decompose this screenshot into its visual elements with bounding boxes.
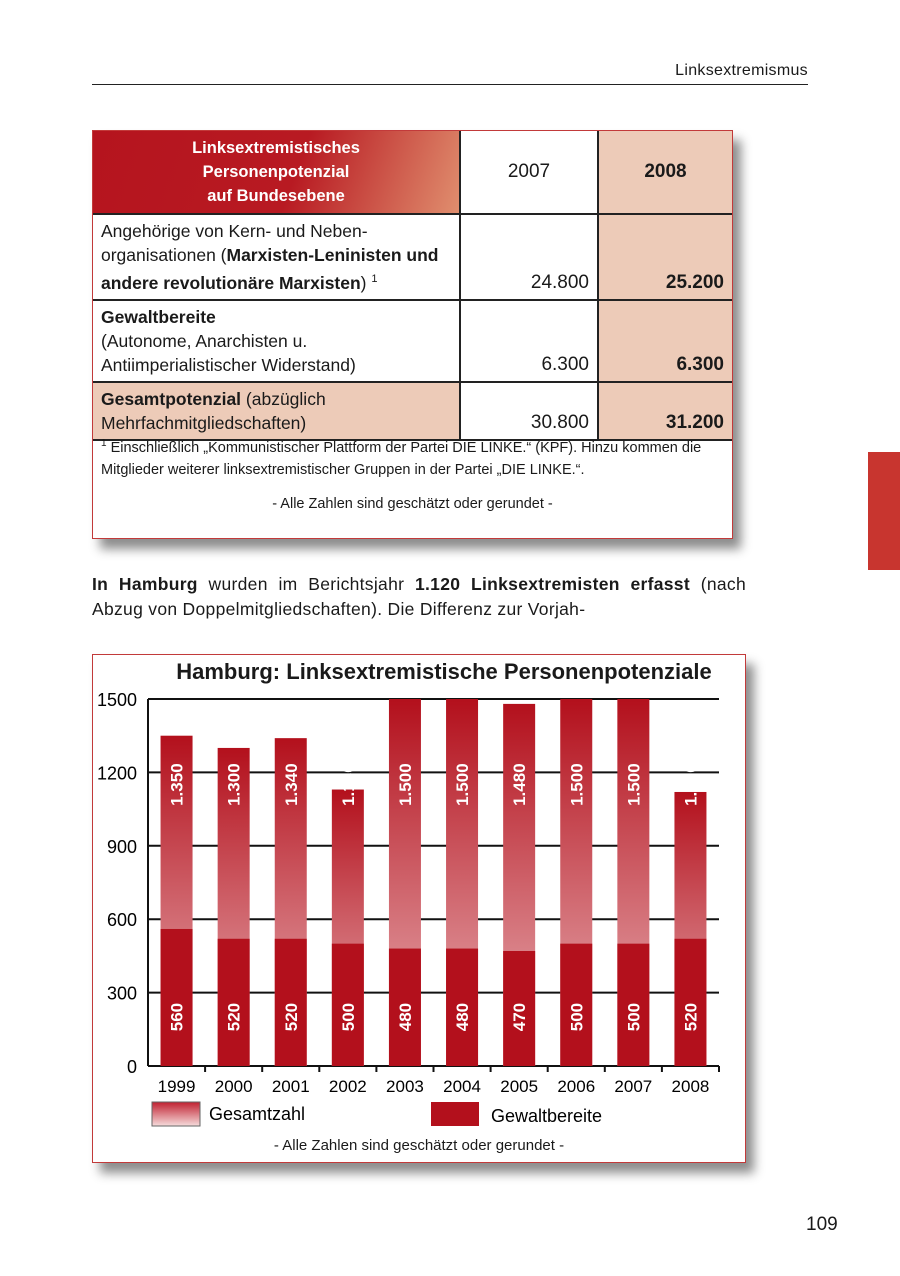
- x-tick-label: 2004: [443, 1077, 481, 1096]
- legend-swatch-gewaltbereite: [431, 1102, 479, 1126]
- data-label-gewaltbereite: 470: [510, 1002, 530, 1032]
- x-tick-label: 2005: [500, 1077, 539, 1096]
- bar-gewaltbereite: [218, 939, 250, 1066]
- data-label-gewaltbereite: 520: [281, 1002, 301, 1032]
- y-tick-label: 600: [106, 910, 137, 931]
- table-row: [93, 382, 732, 440]
- data-label-gesamtzahl: 1.500: [453, 763, 473, 806]
- x-tick-label: 2007: [614, 1077, 653, 1096]
- legend-swatch-gesamtzahl: [152, 1102, 200, 1126]
- value-2008: 25.200: [598, 214, 732, 300]
- value-2008: 31.200: [598, 382, 732, 440]
- col-header-2007: 2007: [460, 131, 598, 214]
- data-label-gesamtzahl: 1.500: [395, 763, 415, 806]
- table-title-cell: [93, 131, 460, 214]
- data-label-gewaltbereite: 520: [681, 1002, 701, 1032]
- data-label-gesamtzahl: 1.120: [681, 763, 701, 806]
- chart-plot: [93, 655, 747, 1135]
- data-label-gesamtzahl: 1.350: [167, 763, 187, 806]
- y-tick-label: 1500: [96, 690, 137, 710]
- y-tick-label: 900: [106, 836, 137, 857]
- data-label-gewaltbereite: 520: [224, 1002, 244, 1032]
- y-tick-label: 1200: [96, 763, 137, 784]
- title-line: auf Bundesebene: [207, 187, 345, 205]
- legend-label-gewaltbereite: Gewaltbereite: [491, 1106, 603, 1126]
- row-label: Angehörige von Kern- und Neben-organisationen (Marxisten-Leninisten und andere revolutionäre Marxisten) $^1$: [93, 214, 460, 300]
- y-tick-label: 300: [106, 983, 137, 1004]
- value-2007: 24.800: [460, 214, 598, 300]
- data-label-gesamtzahl: 1.300: [224, 763, 244, 806]
- data-label-gesamtzahl: 1.340: [281, 763, 301, 806]
- table-header-row: [93, 131, 732, 214]
- col-header-2008: 2008: [598, 131, 732, 214]
- bar-gewaltbereite: [161, 929, 193, 1066]
- table-row: [93, 300, 732, 382]
- data-label-gesamtzahl: 1.500: [567, 763, 587, 806]
- row-label: Gesamtpotenzial (abzüglich Mehrfachmitgliedschaften): [93, 382, 460, 440]
- title-line: Personenpotenzial: [202, 163, 350, 181]
- x-tick-label: 2000: [214, 1077, 253, 1096]
- chapter-tab-marker: [868, 452, 900, 570]
- hamburg-chart: [92, 654, 746, 1163]
- title-line: Linksextremistisches: [192, 139, 360, 157]
- chart-note: - Alle Zahlen sind geschätzt oder gerundet -: [273, 1137, 565, 1154]
- row-label: Gewaltbereite (Autonome, Anarchisten u. Antiimperialistischer Widerstand): [93, 300, 460, 382]
- data-label-gesamtzahl: 1.130: [338, 763, 358, 806]
- data-label-gewaltbereite: 500: [624, 1002, 644, 1032]
- x-tick-label: 2008: [671, 1077, 710, 1096]
- x-tick-label: 2003: [386, 1077, 424, 1096]
- table-note: - Alle Zahlen sind geschätzt oder gerundet -: [272, 495, 553, 512]
- body-paragraph: In Hamburg wurden im Berichtsjahr 1.120 Linksextremisten erfasst (nach Abzug von Doppelmitgliedschaften). Die Differenz zur Vorjah-: [92, 574, 746, 619]
- section-title: Linksextremismus: [675, 62, 808, 79]
- value-2007: 30.800: [460, 382, 598, 440]
- chart-title: Hamburg: Linksextremistische Personenpotenziale: [176, 659, 712, 684]
- table-row: [93, 214, 732, 300]
- bar-gewaltbereite: [275, 939, 307, 1066]
- bar-gewaltbereite: [674, 939, 706, 1066]
- value-2007: 6.300: [460, 300, 598, 382]
- x-tick-label: 2001: [271, 1077, 310, 1096]
- y-tick-label: 0: [126, 1057, 137, 1077]
- table-footnote: $^1$ Einschließlich „Kommunistischer Plattform der Partei DIE LINKE.“ (KPF). Hinzu kommen die Mitglieder weiterer linksextremistischer Gruppen in der Partei „DIE LINKE.“. - Alle Zahlen sind geschätzt oder gerundet -: [101, 433, 724, 515]
- data-label-gewaltbereite: 500: [567, 1002, 587, 1032]
- page-number: 109: [806, 1214, 838, 1235]
- data-label-gewaltbereite: 500: [338, 1002, 358, 1032]
- data-label-gewaltbereite: 480: [395, 1002, 415, 1032]
- value-2008: 6.300: [598, 300, 732, 382]
- running-header: [92, 60, 808, 85]
- x-tick-label: 2002: [328, 1077, 367, 1096]
- data-label-gesamtzahl: 1.480: [510, 763, 530, 806]
- data-label-gewaltbereite: 560: [167, 1002, 187, 1032]
- data-label-gesamtzahl: 1.500: [624, 763, 644, 806]
- x-tick-label: 2006: [557, 1077, 596, 1096]
- potential-table: [92, 130, 733, 539]
- data-label-gewaltbereite: 480: [453, 1002, 473, 1032]
- legend-label-gesamtzahl: Gesamtzahl: [209, 1104, 306, 1124]
- x-tick-label: 1999: [157, 1077, 196, 1096]
